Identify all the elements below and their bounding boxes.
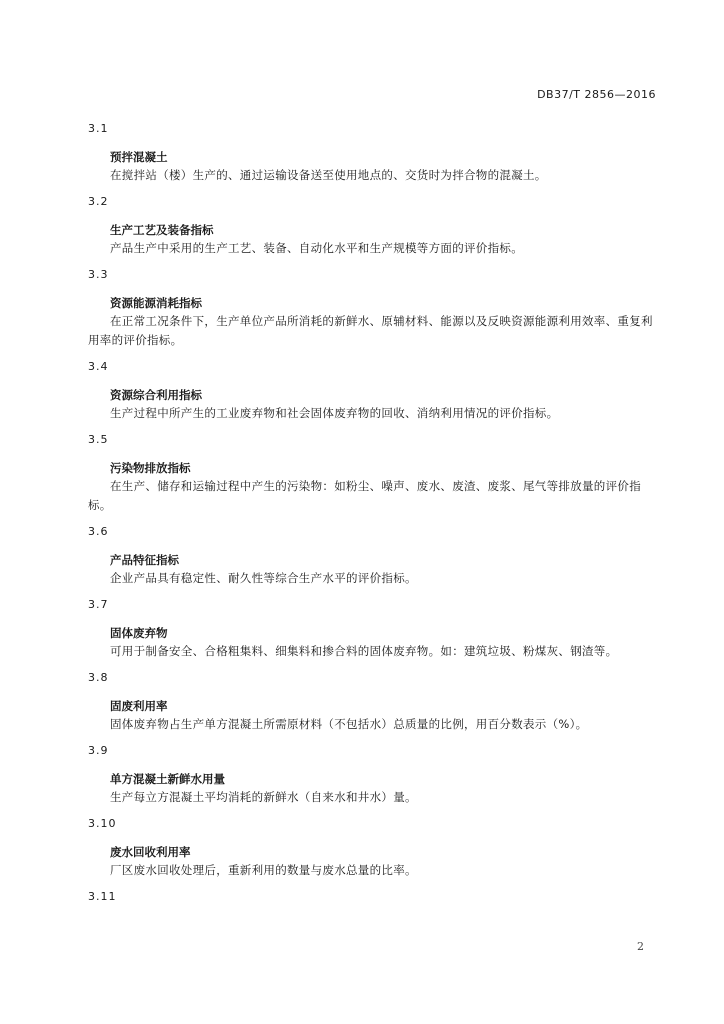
entry-term: 生产工艺及装备指标 [110,223,214,237]
entry-definition: 企业产品具有稳定性、耐久性等综合生产水平的评价指标。 [110,571,417,585]
definition-entry-3-6 [88,523,660,588]
entry-number: 3.9 [88,744,109,757]
entry-number: 3.3 [88,268,109,281]
standard-code: DB37/T 2856—2016 [537,88,656,101]
page-number: 2 [637,940,644,953]
entry-definition: 固体废弃物占生产单方混凝土所需原材料（不包括水）总质量的比例，用百分数表示（%）。 [110,717,588,731]
entry-term: 废水回收利用率 [110,845,191,859]
entry-term: 资源综合利用指标 [110,388,202,402]
entry-definition: 厂区废水回收处理后，重新利用的数量与废水总量的比率。 [110,863,417,877]
definition-entry-3-11 [88,888,660,906]
definition-entry-3-3 [88,266,660,350]
entry-term: 产品特征指标 [110,553,179,567]
definition-entry-3-8 [88,669,660,734]
entry-number: 3.10 [88,817,117,830]
entry-definition: 在生产、储存和运输过程中产生的污染物：如粉尘、噪声、废水、废渣、废浆、尾气等排放量的评价指标。 [88,479,641,512]
definition-entry-3-5 [88,431,660,515]
entry-term: 预拌混凝土 [110,150,168,164]
definition-entry-3-1 [88,120,660,185]
entry-definition: 在搅拌站（楼）生产的、通过运输设备送至使用地点的、交货时为拌合物的混凝土。 [110,168,547,182]
entry-number: 3.5 [88,433,109,446]
definition-entry-3-2 [88,193,660,258]
entry-term: 单方混凝土新鲜水用量 [110,772,225,786]
entry-number: 3.11 [88,890,117,903]
definitions-section [88,112,660,916]
entry-definition: 生产过程中所产生的工业废弃物和社会固体废弃物的回收、消纳利用情况的评价指标。 [110,406,559,420]
entry-term: 固体废弃物 [110,626,168,640]
entry-term: 资源能源消耗指标 [110,296,202,310]
entry-definition: 产品生产中采用的生产工艺、装备、自动化水平和生产规模等方面的评价指标。 [110,241,523,255]
entry-term: 固废利用率 [110,699,168,713]
entry-term: 污染物排放指标 [110,461,191,475]
definition-entry-3-10 [88,815,660,880]
entry-number: 3.6 [88,525,109,538]
entry-number: 3.2 [88,195,109,208]
entry-definition: 可用于制备安全、合格粗集料、细集料和掺合料的固体废弃物。如：建筑垃圾、粉煤灰、钢渣等。 [110,644,618,658]
entry-number: 3.1 [88,122,109,135]
entry-number: 3.7 [88,598,109,611]
entry-number: 3.4 [88,360,109,373]
definition-entry-3-4 [88,358,660,423]
definition-entry-3-9 [88,742,660,807]
entry-number: 3.8 [88,671,109,684]
entry-definition: 在正常工况条件下，生产单位产品所消耗的新鲜水、原辅材料、能源以及反映资源能源利用效率、重复利用率的评价指标。 [88,314,653,347]
entry-definition: 生产每立方混凝土平均消耗的新鲜水（自来水和井水）量。 [110,790,417,804]
definition-entry-3-7 [88,596,660,661]
